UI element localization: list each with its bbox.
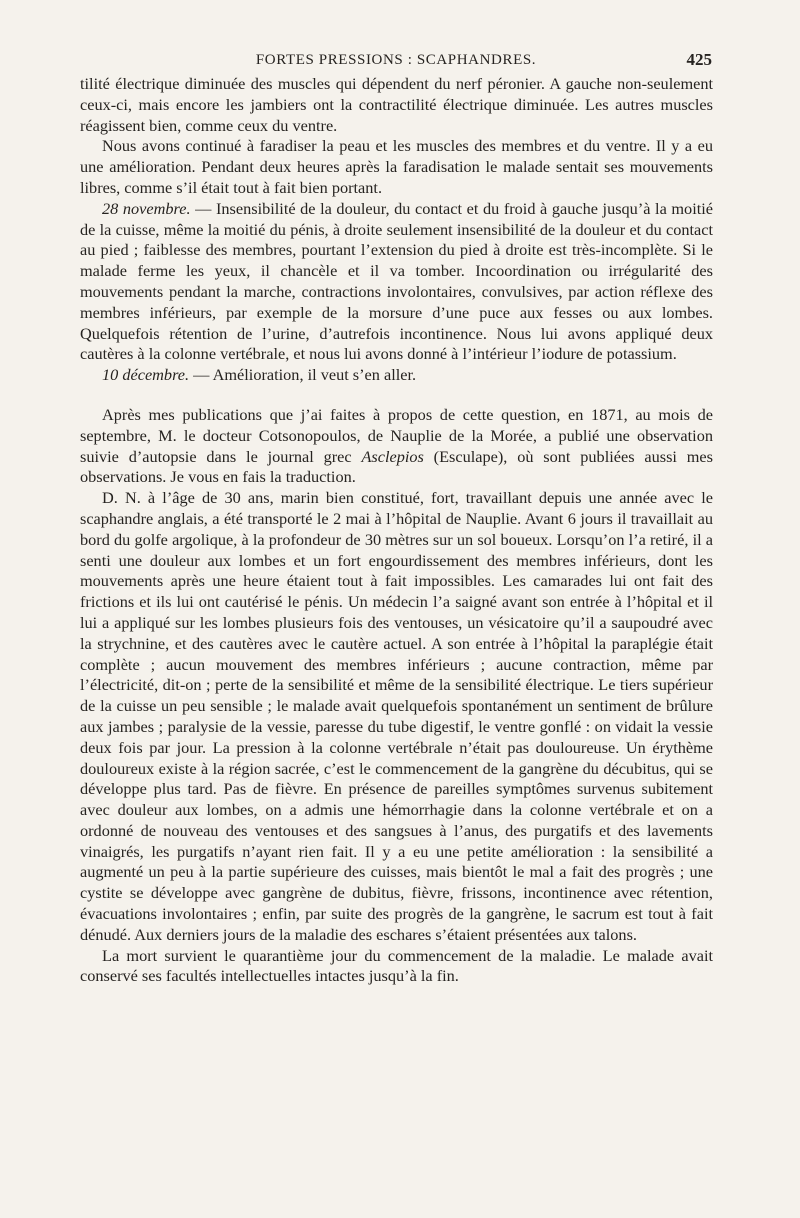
body-text xyxy=(80,74,713,987)
paragraph-text: Nous avons continué à faradiser la peau et les muscles des membres et du ventre. Il y a eu une amélioration. Pendant deux heures après la faradisation le malade sentait ses mouvements libres, comme s’il était tout à fait bien portant. xyxy=(80,136,713,197)
paragraph-text: tilité électrique diminuée des muscles qui dépendent du nerf péronier. A gauche non-seulement ceux-ci, mais encore les jambiers ont la contractilité électrique diminuée. Les autres muscles réagissent bien, comme ceux du ventre. xyxy=(80,74,713,135)
paragraph-text: — Insensibilité de la douleur, du contact et du froid à gauche jusqu’à la moitié de la cuisse, même la moitié du pénis, à droite seulement insensibilité de la douleur et du contact au pied ; faiblesse des membres, pourtant l’extension du pied à droite est très-incomplète. Si le malade ferme les yeux, il chancèle et il va tomber. Incoordination ou irrégularité des mouvements pendant la marche, contractions involontaires, convulsives, par action réflexe des membres inférieurs, par exemple de la morsure d’une puce aux fesses ou aux lombes. Quelquefois rétention de l’urine, d’autrefois incontinence. Nous lui avons appliqué deux cautères à la colonne vertébrale, et nous lui avons donné à l’intérieur l’iodure de potassium. xyxy=(80,198,713,364)
entry-date: 10 décembre. xyxy=(102,365,190,385)
paragraph-text: (Esculape), où sont publiées aussi mes observations. Je vous en fais la traduction. xyxy=(80,446,713,487)
running-title: FORTES PRESSIONS : SCAPHANDRES. xyxy=(255,52,537,68)
dated-entry xyxy=(80,199,713,365)
paragraph-text: D. N. à l’âge de 30 ans, marin bien constitué, fort, travaillant depuis une année avec le scaphandre anglais, a été transporté le 2 mai à l’hôpital de Nauplie. Avant 6 jours il travaillait au bord du golfe argolique, à la profondeur de 30 mètres sur un sol boueux. Lorsqu’on l’a retiré, il a senti une douleur aux lombes et un fort engourdissement des membres inférieurs, dont les mouvements après une heure étaient tout à fait impossibles. Les camarades lui ont fait des frictions et ils lui ont cautérisé le pénis. Un médecin l’a saigné avant son entrée à l’hôpital et il lui a appliqué sur les lombes plusieurs fois des ventouses, un vésicatoire qu’il a saupoudré avec la strychnine, et des cautères avec le cautère actuel. A son entrée à l’hôpital la paraplégie était complète ; aucun mouvement des membres inférieurs ; aucune contraction, même par l’électricité, dit-on ; perte de la sensibilité et même de la sensibilité électrique. Le tiers supérieur de la cuisse un peu sensible ; le malade avait quelquefois spontanément un sentiment de brûlure aux jambes ; paralysie de la vessie, paresse du tube digestif, le ventre gonflé : on vidait la vessie deux fois par jour. La pression à la colonne vertébrale n’était pas douloureuse. Un érythème douloureux existe à la région sacrée, c’est le commencement de la gangrène du décubitus, qui se développe plus tard. Pas de fièvre. En présence de pareilles symptômes survenus subitement avec douleur aux lombes, on a admis une hémorrhagie dans la colonne vertébrale et on a ordonné de nouveau des ventouses et des sangsues à l’anus, des purgatifs et des lavements vinaigrés, les purgatifs n’ayant rien fait. Il y a eu une petite amélioration : la sensibilité a augmenté un peu à la partie supérieure des cuisses, mais bientôt le mal a fait des progrès ; une cystite se développe avec gangrène de dubitus, fièvre, frissons, incontinence avec rétention, évacuations involontaires ; enfin, par suite des progrès de la gangrène, le sacrum est tout à fait dénudé. Aux derniers jours de la maladie des eschares s’étaient présentées aux talons. xyxy=(80,488,713,944)
page-header xyxy=(80,50,712,72)
paragraph-text: Après mes publications que j’ai faites à propos de cette question, en 1871, au mois de septembre, M. le docteur Cotsonopoulos, de Nauplie de la Morée, a publié une observation suivie d’autopsie dans le journal grec xyxy=(80,404,713,466)
paragraph xyxy=(80,488,713,946)
entry-date: 28 novembre. xyxy=(102,198,191,218)
paragraph-text: — Amélioration, il veut s’en aller. xyxy=(189,365,417,385)
paragraph xyxy=(80,136,713,198)
paragraph xyxy=(80,74,713,136)
page-number: 425 xyxy=(686,50,712,69)
dated-entry xyxy=(80,365,713,386)
paragraph-text: La mort survient le quarantième jour du commencement de la maladie. Le malade avait conservé ses facultés intellectuelles intactes jusqu’à la fin. xyxy=(80,945,713,986)
paragraph xyxy=(80,405,713,488)
paragraph xyxy=(80,946,713,988)
journal-title: Asclepios xyxy=(361,446,424,466)
